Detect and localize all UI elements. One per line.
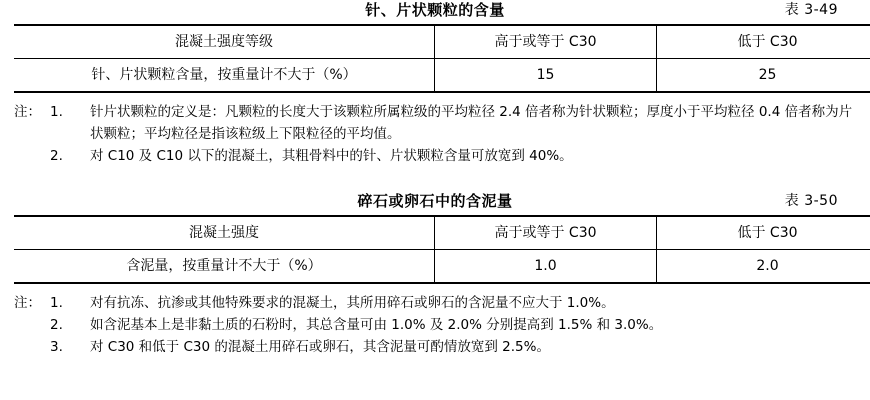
note-number: 2. [50, 317, 63, 333]
table-cell: 15 [435, 59, 657, 93]
table-cell: 针、片状颗粒含量，按重量计不大于（%） [14, 59, 435, 93]
section-spacer [14, 167, 856, 187]
table-row [14, 250, 870, 284]
table-header-cell: 混凝土强度 [14, 216, 435, 250]
table-row [14, 59, 870, 93]
note-text: 对 C10 及 C10 以下的混凝土，其粗骨料中的针、片状颗粒含量可放宽到 40%。 [90, 148, 573, 164]
note-item [14, 336, 856, 358]
table-block-3-49 [14, 0, 856, 167]
table-title: 针、片状颗粒的含量 [365, 1, 505, 19]
table-cell: 含泥量，按重量计不大于（%） [14, 250, 435, 284]
table-header-cell: 低于 C30 [657, 216, 870, 250]
table-row [14, 216, 870, 250]
table-cell: 1.0 [435, 250, 657, 284]
table-title-row [14, 191, 856, 213]
note-number: 2. [50, 148, 63, 164]
table-row [14, 25, 870, 59]
note-text: 对 C30 和低于 C30 的混凝土用碎石或卵石，其含泥量可酌情放宽到 2.5%。 [90, 339, 550, 355]
note-number: 1. [50, 295, 63, 311]
table-header-cell: 高于或等于 C30 [435, 25, 657, 59]
table-number: 表 3-50 [784, 193, 838, 209]
note-number: 3. [50, 339, 63, 355]
data-table-3-50 [14, 215, 870, 284]
table-header-cell: 低于 C30 [657, 25, 870, 59]
table-notes [14, 101, 856, 167]
table-number: 表 3-49 [784, 2, 838, 18]
note-text: 针片状颗粒的定义是：凡颗粒的长度大于该颗粒所属粒级的平均粒径 2.4 倍者称为针状颗粒；厚度小于平均粒径 0.4 倍者称为片状颗粒；平均粒径是指该粒级上下限粒径的平均值。 [90, 104, 853, 142]
note-item [14, 145, 856, 167]
note-item [14, 314, 856, 336]
note-text: 对有抗冻、抗渗或其他特殊要求的混凝土，其所用碎石或卵石的含泥量不应大于 1.0%。 [90, 295, 615, 311]
table-cell: 2.0 [657, 250, 870, 284]
table-header-cell: 混凝土强度等级 [14, 25, 435, 59]
notes-label: 注： [14, 295, 41, 311]
table-title: 碎石或卵石中的含泥量 [357, 192, 513, 210]
note-number: 1. [50, 104, 63, 120]
note-item [14, 292, 856, 314]
notes-label: 注： [14, 104, 41, 120]
table-title-row [14, 0, 856, 22]
table-cell: 25 [657, 59, 870, 93]
table-header-cell: 高于或等于 C30 [435, 216, 657, 250]
data-table-3-49 [14, 24, 870, 93]
note-item [14, 101, 856, 145]
table-block-3-50 [14, 191, 856, 358]
table-notes [14, 292, 856, 358]
note-text: 如含泥基本上是非黏土质的石粉时，其总含量可由 1.0% 及 2.0% 分别提高到 1.5% 和 3.0%。 [90, 317, 663, 333]
